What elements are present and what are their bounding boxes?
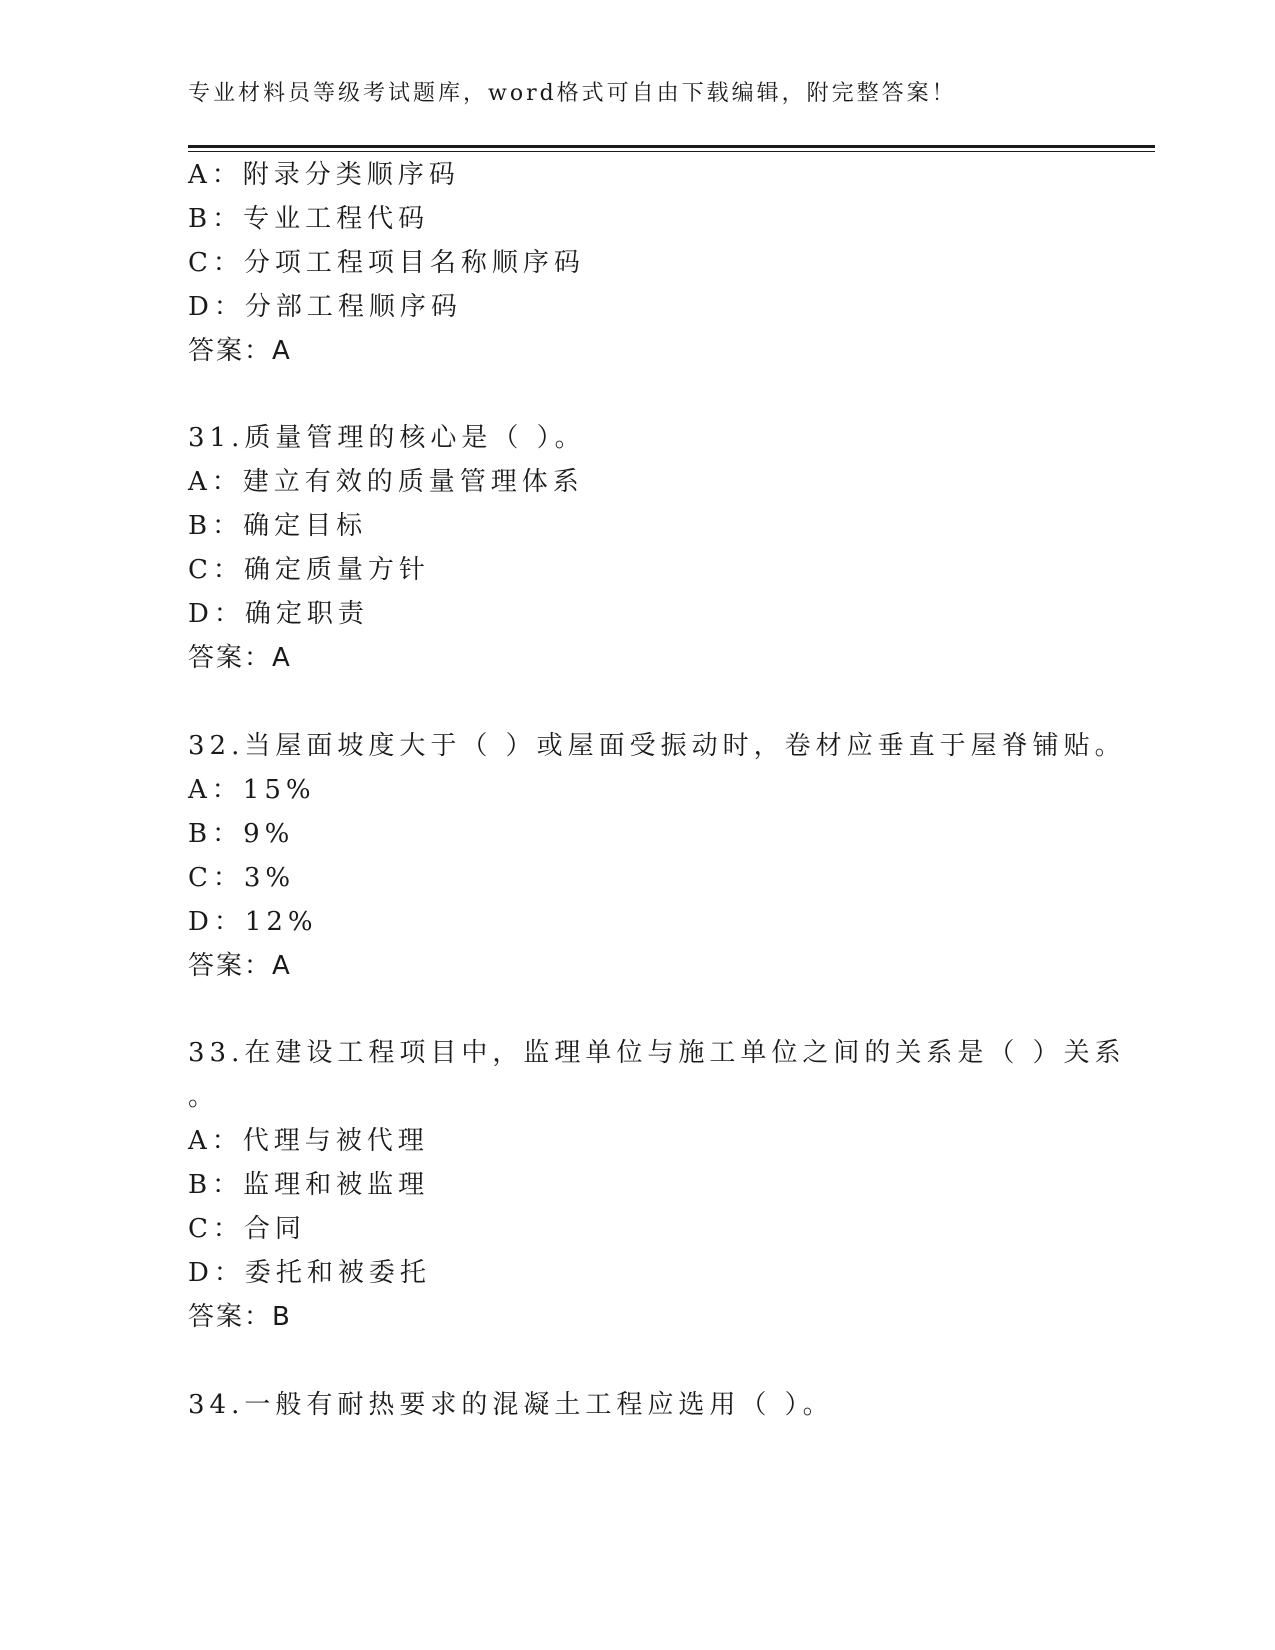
q33-answer: 答案：B (188, 1302, 292, 1332)
q34-stem: 34.一般有耐热要求的混凝土工程应选用（ ）。 (188, 1390, 834, 1420)
prev-option-a: A：附录分类顺序码 (188, 160, 460, 190)
prev-answer: 答案：A (188, 336, 292, 366)
q33-option-c: C：合同 (188, 1214, 306, 1244)
q33-stem-continued: 。 (188, 1082, 220, 1112)
prev-option-d: D：分部工程顺序码 (188, 292, 462, 322)
header-rule-thick (188, 145, 1155, 148)
q33-option-d: D：委托和被委托 (188, 1258, 431, 1288)
q31-option-a: A：建立有效的质量管理体系 (188, 467, 584, 497)
page-header: 专业材料员等级考试题库，word格式可自由下载编辑，附完整答案！ (188, 81, 957, 106)
q31-option-d: D：确定职责 (188, 599, 369, 629)
prev-option-c: C：分项工程项目名称顺序码 (188, 248, 585, 278)
q33-option-b: B：监理和被监理 (188, 1170, 430, 1200)
q31-stem: 31.质量管理的核心是（ ）。 (188, 423, 586, 453)
q32-option-c: C：3% (188, 863, 296, 893)
q33-option-a: A：代理与被代理 (188, 1126, 429, 1156)
q32-option-d: D：12% (188, 907, 318, 937)
q31-option-c: C：确定质量方针 (188, 555, 430, 585)
q32-option-a: A：15% (188, 775, 316, 805)
q32-stem: 32.当屋面坡度大于（ ）或屋面受振动时，卷材应垂直于屋脊铺贴。 (188, 731, 1126, 761)
header-rule-thin (188, 151, 1155, 152)
q32-answer: 答案：A (188, 951, 292, 981)
q33-stem: 33.在建设工程项目中，监理单位与施工单位之间的关系是（ ）关系 (188, 1038, 1126, 1068)
q31-answer: 答案：A (188, 643, 292, 673)
q31-option-b: B：确定目标 (188, 511, 368, 541)
prev-option-b: B：专业工程代码 (188, 204, 430, 234)
q32-option-b: B：9% (188, 819, 295, 849)
